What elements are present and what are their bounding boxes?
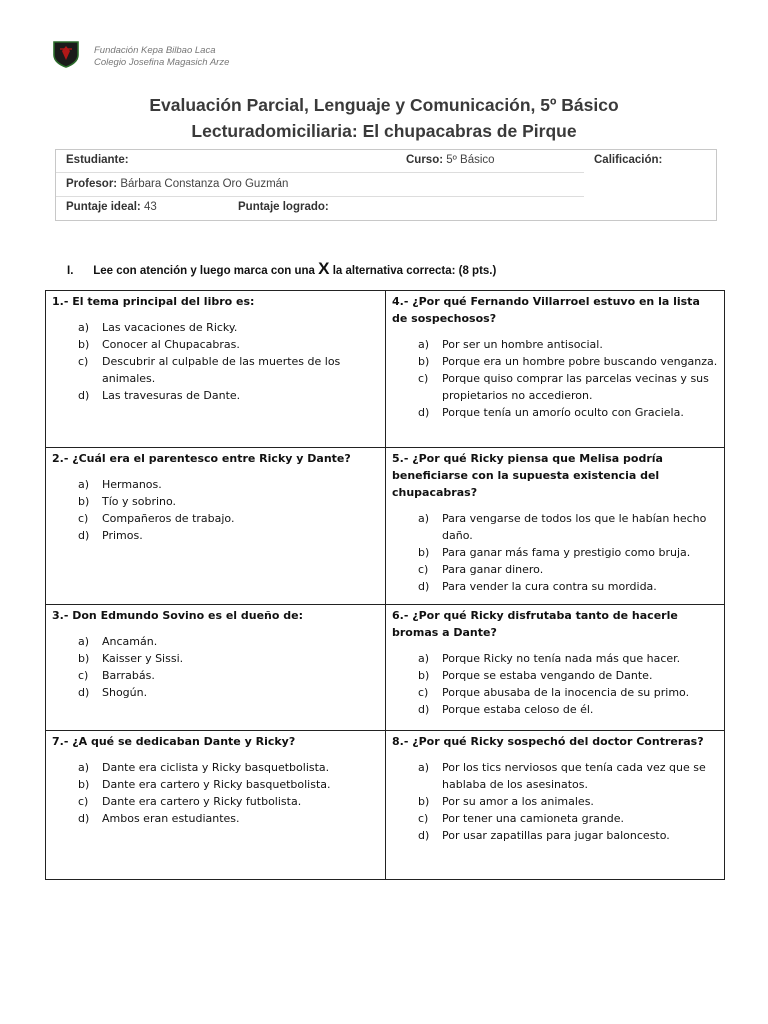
answer-option[interactable] (56, 759, 379, 776)
option-letter: a) (78, 761, 90, 774)
school-logo-icon (52, 40, 80, 68)
answer-option[interactable] (56, 633, 379, 650)
exam-subtitle: Lecturadomiciliaria: El chupacabras de Pirque (191, 121, 577, 141)
option-letter: c) (78, 795, 89, 808)
questions-table (45, 290, 725, 880)
option-letter: c) (418, 563, 429, 576)
answer-options (52, 476, 379, 544)
answer-options (392, 759, 718, 844)
answer-option[interactable] (396, 336, 718, 353)
ideal-score-field (66, 201, 157, 213)
option-letter: b) (418, 795, 430, 808)
option-letter: a) (418, 512, 430, 525)
answer-option[interactable] (396, 370, 718, 404)
option-text: Dante era ciclista y Ricky basquetbolista. (102, 761, 330, 774)
option-letter: d) (418, 406, 430, 419)
answer-option[interactable] (56, 387, 379, 404)
question-cell (46, 605, 386, 731)
option-letter: c) (418, 372, 429, 385)
option-letter: c) (418, 812, 429, 825)
answer-option[interactable] (396, 684, 718, 701)
school-name (94, 45, 229, 69)
teacher-value: Bárbara Constanza Oro Guzmán (120, 178, 289, 190)
option-text: Porque se estaba vengando de Dante. (442, 669, 653, 682)
option-text: Shogún. (102, 686, 148, 699)
question-cell (46, 448, 386, 605)
student-field (66, 154, 129, 166)
answer-options (392, 336, 718, 421)
option-text: Porque estaba celoso de él. (442, 703, 594, 716)
option-letter: b) (418, 355, 430, 368)
option-text: Dante era cartero y Ricky basquetbolista. (102, 778, 331, 791)
teacher-label: Profesor: (66, 178, 118, 190)
answer-option[interactable] (396, 667, 718, 684)
option-text: Porque Ricky no tenía nada más que hacer. (442, 652, 681, 665)
answer-option[interactable] (56, 353, 379, 387)
ideal-score-value: 43 (143, 201, 157, 213)
answer-option[interactable] (56, 667, 379, 684)
option-letter: c) (78, 355, 89, 368)
option-text: Hermanos. (102, 478, 162, 491)
option-letter: c) (78, 669, 89, 682)
grade-label: Calificación: (594, 154, 663, 166)
option-text: Para ganar más fama y prestigio como bruja. (442, 546, 691, 559)
exam-title: Evaluación Parcial, Lenguaje y Comunicación, 5º Básico (149, 95, 619, 115)
section-instructions (67, 259, 496, 279)
question-cell (46, 291, 386, 448)
answer-option[interactable] (56, 476, 379, 493)
option-text: Descubrir al culpable de las muertes de los animales. (102, 355, 341, 385)
option-text: Conocer al Chupacabras. (102, 338, 240, 351)
question-cell (386, 605, 725, 731)
info-divider (56, 196, 584, 197)
answer-option[interactable] (56, 810, 379, 827)
option-letter: d) (418, 829, 430, 842)
answer-options (392, 510, 718, 595)
question-title: 1.- El tema principal del libro es: (52, 295, 255, 308)
option-letter: b) (418, 669, 430, 682)
course-field (406, 154, 495, 166)
answer-option[interactable] (396, 650, 718, 667)
option-letter: d) (418, 580, 430, 593)
info-divider (56, 172, 584, 173)
course-value: 5º Básico (446, 154, 495, 166)
answer-option[interactable] (56, 684, 379, 701)
teacher-field (66, 178, 288, 190)
answer-option[interactable] (396, 810, 718, 827)
option-text: Porque quiso comprar las parcelas vecinas y sus propietarios no accedieron. (442, 372, 709, 402)
option-text: Porque abusaba de la inocencia de su primo. (442, 686, 690, 699)
option-text: Por usar zapatillas para jugar baloncesto. (442, 829, 670, 842)
question-cell (386, 448, 725, 605)
option-text: Por tener una camioneta grande. (442, 812, 625, 825)
option-letter: b) (78, 495, 90, 508)
course-label: Curso: (406, 154, 444, 166)
option-text: Ancamán. (102, 635, 158, 648)
answer-options (52, 759, 379, 827)
student-label: Estudiante: (66, 154, 129, 166)
achieved-score-field (238, 201, 329, 213)
answer-option[interactable] (56, 319, 379, 336)
answer-option[interactable] (396, 404, 718, 421)
question-cell (386, 291, 725, 448)
answer-option[interactable] (56, 793, 379, 810)
option-text: Barrabás. (102, 669, 155, 682)
answer-option[interactable] (396, 827, 718, 844)
student-info-box (55, 149, 717, 221)
option-text: Porque tenía un amorío oculto con Graciela. (442, 406, 684, 419)
answer-option[interactable] (56, 336, 379, 353)
option-text: Las vacaciones de Ricky. (102, 321, 238, 334)
school-college: Colegio Josefina Magasich Arze (94, 57, 230, 68)
option-letter: b) (78, 778, 90, 791)
table-row (46, 291, 725, 448)
table-row (46, 605, 725, 731)
answer-options (392, 650, 718, 718)
option-letter: d) (78, 812, 90, 825)
option-letter: a) (78, 478, 90, 491)
answer-option[interactable] (396, 759, 718, 793)
ideal-score-label: Puntaje ideal: (66, 201, 141, 213)
answer-option[interactable] (396, 578, 718, 595)
option-text: Ambos eran estudiantes. (102, 812, 240, 825)
table-row (46, 731, 725, 880)
option-text: Tío y sobrino. (102, 495, 177, 508)
section-text-after: la alternativa correcta: (8 pts.) (332, 265, 497, 277)
answer-option[interactable] (396, 561, 718, 578)
answer-option[interactable] (396, 544, 718, 561)
achieved-score-label: Puntaje logrado: (238, 201, 329, 213)
question-title: 7.- ¿A qué se dedicaban Dante y Ricky? (52, 735, 296, 748)
option-letter: a) (78, 635, 90, 648)
option-text: Compañeros de trabajo. (102, 512, 235, 525)
option-text: Dante era cartero y Ricky futbolista. (102, 795, 302, 808)
option-text: Las travesuras de Dante. (102, 389, 241, 402)
answer-option[interactable] (396, 793, 718, 810)
option-letter: a) (418, 652, 430, 665)
question-title: 5.- ¿Por qué Ricky piensa que Melisa podría beneficiarse con la supuesta existencia del chupacabras? (392, 452, 663, 499)
option-letter: c) (418, 686, 429, 699)
answer-option[interactable] (396, 510, 718, 544)
question-title: 8.- ¿Por qué Ricky sospechó del doctor Contreras? (392, 735, 704, 748)
table-row (46, 448, 725, 605)
question-title: 3.- Don Edmundo Sovino es el dueño de: (52, 609, 304, 622)
question-title: 2.- ¿Cuál era el parentesco entre Ricky y Dante? (52, 452, 351, 465)
question-title: 4.- ¿Por qué Fernando Villarroel estuvo en la lista de sospechosos? (392, 295, 700, 325)
option-letter: d) (78, 389, 90, 402)
option-letter: a) (78, 321, 90, 334)
option-letter: d) (418, 703, 430, 716)
grade-field (594, 154, 662, 166)
school-foundation: Fundación Kepa Bilbao Laca (94, 45, 216, 56)
answer-option[interactable] (396, 701, 718, 718)
option-text: Para vengarse de todos los que le habían hecho daño. (442, 512, 707, 542)
option-text: Por los tics nerviosos que tenía cada vez que se hablaba de los asesinatos. (442, 761, 706, 791)
option-letter: b) (418, 546, 430, 559)
option-text: Por ser un hombre antisocial. (442, 338, 603, 351)
option-text: Kaisser y Sissi. (102, 652, 184, 665)
option-letter: a) (418, 761, 430, 774)
question-title: 6.- ¿Por qué Ricky disfrutaba tanto de hacerle bromas a Dante? (392, 609, 678, 639)
option-letter: d) (78, 686, 90, 699)
section-text-before: Lee con atención y luego marca con una (93, 265, 315, 277)
answer-option[interactable] (56, 510, 379, 527)
option-letter: b) (78, 652, 90, 665)
option-text: Para vender la cura contra su mordida. (442, 580, 657, 593)
answer-options (52, 319, 379, 404)
option-text: Para ganar dinero. (442, 563, 544, 576)
option-letter: b) (78, 338, 90, 351)
answer-option[interactable] (56, 776, 379, 793)
option-text: Por su amor a los animales. (442, 795, 594, 808)
answer-option[interactable] (56, 493, 379, 510)
option-letter: a) (418, 338, 430, 351)
question-cell (386, 731, 725, 880)
section-number: I. (67, 265, 74, 277)
answer-option[interactable] (396, 353, 718, 370)
option-letter: c) (78, 512, 89, 525)
section-mark: X (318, 259, 330, 278)
option-text: Porque era un hombre pobre buscando venganza. (442, 355, 718, 368)
answer-options (52, 633, 379, 701)
answer-option[interactable] (56, 650, 379, 667)
answer-option[interactable] (56, 527, 379, 544)
option-letter: d) (78, 529, 90, 542)
question-cell (46, 731, 386, 880)
option-text: Primos. (102, 529, 143, 542)
